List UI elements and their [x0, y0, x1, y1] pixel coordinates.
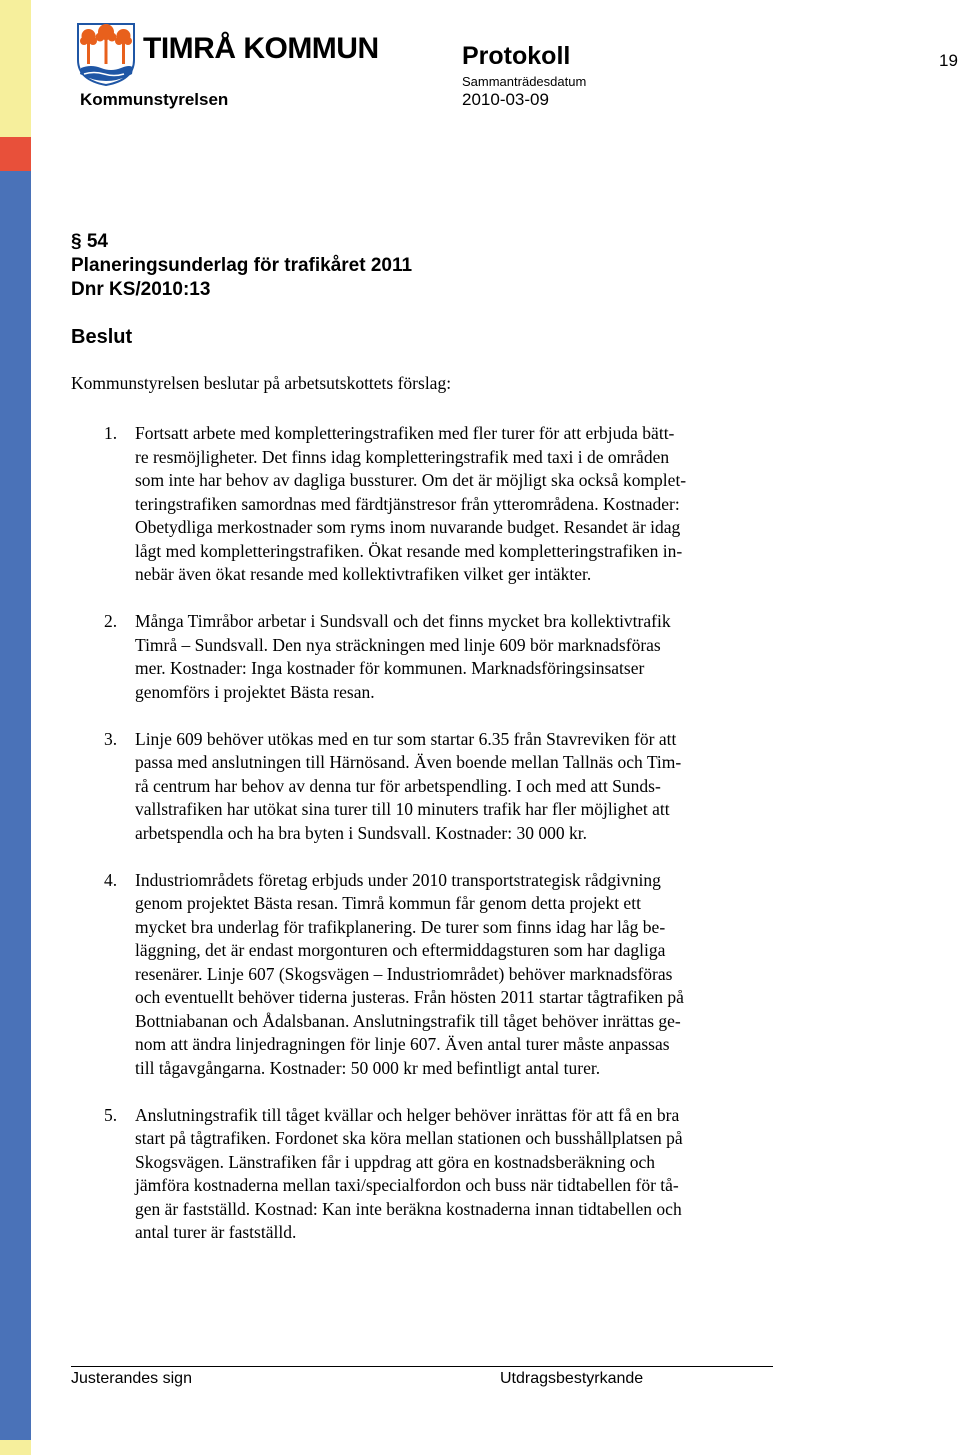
- meeting-date-label: Sammanträdesdatum: [462, 74, 587, 89]
- organization-name: Kommunstyrelsen: [80, 90, 229, 109]
- text-line: vallstrafiken har utökat sina turer till 10 minuters trafik har fler möjlighet att: [135, 799, 670, 819]
- logo-wordmark: TIMRÅ KOMMUN: [143, 32, 379, 65]
- side-stripe-yellow-bottom: [0, 1440, 31, 1455]
- text-line: resenärer. Linje 607 (Skogsvägen – Industriområdet) behöver marknadsföras: [135, 963, 673, 984]
- footer-certification: Utdragsbestyrkande: [500, 1370, 644, 1387]
- text-line: antal turer är fastställd.: [135, 1222, 297, 1242]
- text-line: och eventuellt behöver tiderna justeras. Från hösten 2011 startar tågtrafiken på: [135, 987, 684, 1007]
- text-line: re resmöjligheter. Det finns idag kompletteringstrafik med taxi i de områden: [135, 446, 670, 467]
- text-line: jämföra kostnaderna mellan taxi/specialfordon och buss när tidtabellen för tå-: [135, 1175, 679, 1195]
- text-line: teringstrafiken samordnas med färdtjänstresor från ytterområdena. Kostnader:: [135, 493, 680, 514]
- list-item: [71, 1104, 791, 1245]
- footer-adjuster-sign: Justerandes sign: [71, 1370, 192, 1387]
- text-line: läggning, det är endast morgonturen och eftermiddagsturen som har dagliga: [135, 940, 666, 960]
- text-line: som inte har behov av dagliga bussturer. Om det är möjligt ska också komplet-: [135, 470, 687, 490]
- section-dnr: Dnr KS/2010:13: [71, 279, 211, 300]
- side-stripe-yellow: [0, 0, 31, 137]
- text-line: Linje 609 behöver utökas med en tur som startar 6.35 från Stavreviken för att: [135, 728, 677, 749]
- meeting-date: 2010-03-09: [462, 90, 549, 109]
- signature-line: [71, 1366, 773, 1367]
- list-item-text: [135, 869, 791, 1081]
- list-item-number: 5.: [104, 1104, 118, 1125]
- page-number: 19: [939, 51, 958, 70]
- text-line: Skogsvägen. Länstrafiken får i uppdrag att göra en kostnadsberäkning och: [135, 1151, 655, 1172]
- text-line: passa med anslutningen till Härnösand. Även boende mellan Tallnäs och Tim-: [135, 752, 682, 772]
- text-line: Obetydliga merkostnader som ryms inom nuvarande budget. Resandet är idag: [135, 517, 681, 537]
- section-title: Planeringsunderlag för trafikåret 2011: [71, 255, 413, 276]
- text-line: till tågavgångarna. Kostnader: 50 000 kr med befintligt antal turer.: [135, 1057, 601, 1078]
- list-item-text: [135, 1104, 791, 1245]
- text-line: Timrå – Sundsvall. Den nya sträckningen med linje 609 bör marknadsföras: [135, 634, 661, 655]
- text-line: Fortsatt arbete med kompletteringstrafiken med fler turer för att erbjuda bätt-: [135, 423, 675, 443]
- text-line: rå centrum har behov av denna tur för arbetspendling. I och med att Sunds-: [135, 775, 661, 796]
- text-line: gen är fastställd. Kostnad: Kan inte beräkna kostnaderna innan tidtabellen och: [135, 1198, 682, 1219]
- text-line: mycket bra underlag för trafikplanering. De turer som finns idag har låg be-: [135, 916, 666, 937]
- list-item-number: 3.: [104, 728, 118, 749]
- list-item-number: 4.: [104, 869, 118, 890]
- list-item: [71, 610, 791, 704]
- list-item-number: 2.: [104, 611, 118, 631]
- text-line: Industriområdets företag erbjuds under 2010 transportstrategisk rådgivning: [135, 869, 661, 890]
- side-stripe-red: [0, 137, 31, 171]
- coat-of-arms-icon: [76, 22, 136, 86]
- text-line: Bottniabanan och Ådalsbanan. Anslutningstrafik till tåget behöver inrättas ge-: [135, 1010, 681, 1031]
- list-item-text: [135, 610, 791, 704]
- text-line: Anslutningstrafik till tåget kvällar och helger behöver inrättas för att få en bra: [135, 1104, 680, 1125]
- list-item-text: [135, 422, 791, 587]
- list-item: [71, 728, 791, 846]
- list-item-text: [135, 728, 791, 846]
- text-line: Många Timråbor arbetar i Sundsvall och det finns mycket bra kollektivtrafik: [135, 611, 671, 631]
- list-item-number: 1.: [104, 423, 118, 443]
- text-line: genom projektet Bästa resan. Timrå kommun får genom detta projekt ett: [135, 893, 641, 913]
- decision-list: [71, 422, 791, 1268]
- text-line: nom att ändra linjedragningen för linje 607. Även antal turer måste anpassas: [135, 1034, 670, 1054]
- section-header: [71, 230, 412, 302]
- document-type: Protokoll: [462, 42, 571, 70]
- text-line: genomförs i projektet Bästa resan.: [135, 681, 375, 702]
- list-item: [71, 422, 791, 587]
- text-line: lågt med kompletteringstrafiken. Ökat resande med kompletteringstrafiken in-: [135, 540, 683, 561]
- section-number: § 54: [71, 231, 108, 252]
- list-item: [71, 869, 791, 1081]
- text-line: arbetspendla och ha bra byten i Sundsvall. Kostnader: 30 000 kr.: [135, 822, 587, 843]
- side-stripe-blue: [0, 171, 31, 1440]
- text-line: start på tågtrafiken. Fordonet ska köra mellan stationen och busshållplatsen på: [135, 1128, 683, 1148]
- decision-intro: Kommunstyrelsen beslutar på arbetsutskottets förslag:: [71, 373, 452, 393]
- decision-heading: Beslut: [71, 326, 133, 348]
- text-line: mer. Kostnader: Inga kostnader för kommunen. Marknadsföringsinsatser: [135, 658, 645, 678]
- text-line: nebär även ökat resande med kollektivtrafiken vilket ger intäkter.: [135, 564, 592, 584]
